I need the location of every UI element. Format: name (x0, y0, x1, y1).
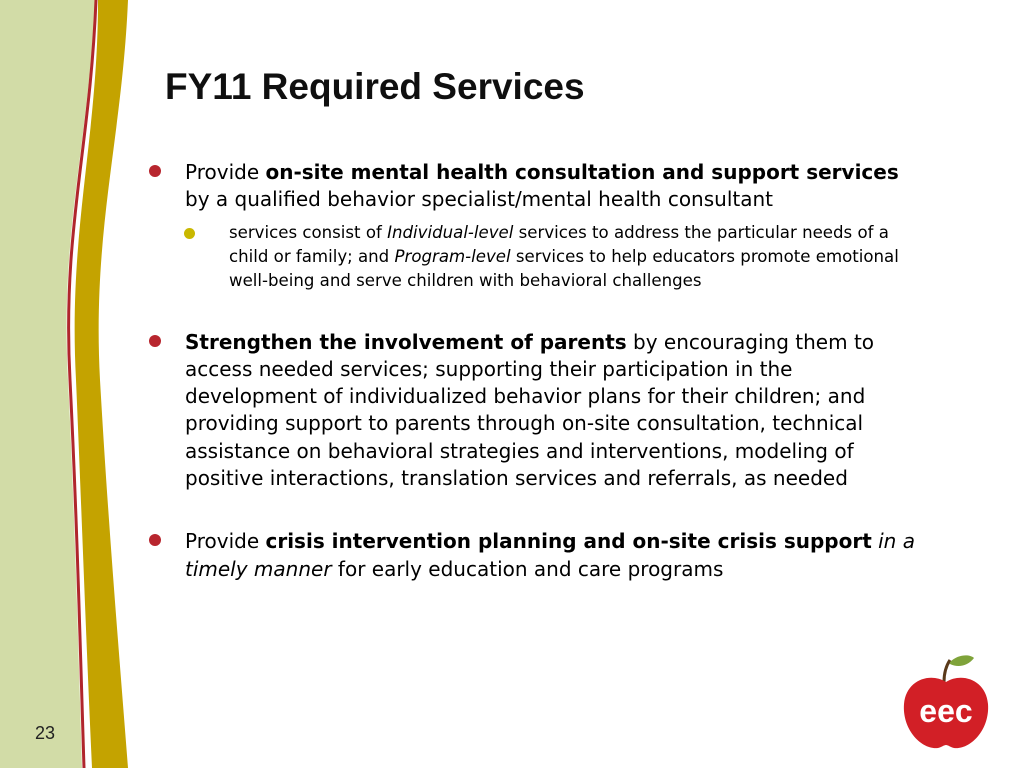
apple-leaf-icon (950, 655, 974, 666)
bullet-text-bold: crisis intervention planning and on-site crisis support (265, 529, 872, 554)
bullet-item-crisis (147, 528, 917, 583)
apple-stem-icon (944, 660, 950, 682)
bullet-dot (149, 165, 161, 177)
bullet-dot (149, 534, 161, 546)
sub-text-a: services consist of (229, 222, 388, 242)
sub-text-individual: Individual-level (387, 222, 514, 242)
page-number: 23 (35, 723, 56, 743)
bullet-item-mental-health (147, 159, 917, 293)
logo-text: eec (919, 693, 973, 729)
bullet-text-bold: on-site mental health consultation and support services (265, 160, 899, 184)
bullet-item-parents (147, 329, 917, 493)
sub-text-e: services to help educators promote emotional well-being and serve children with behavioral challenges (229, 246, 899, 290)
sub-bullet-dot (184, 228, 195, 239)
bullet-text-italic: in a timely manner (185, 529, 915, 581)
sub-text-c: services to address the particular needs of a child or family; and (229, 222, 889, 266)
sub-bullet-item (183, 221, 917, 293)
bullet-text-pre: Provide (185, 529, 266, 554)
bullet-text-bold: Strengthen the involvement of parents (185, 329, 627, 354)
left-decorative-band (0, 0, 140, 768)
eec-logo (900, 652, 992, 752)
sub-text-program: Program-level (394, 246, 511, 266)
bullet-text-post: by encouraging them to access needed services; supporting their participation in the development of individualized behavior plans for their children; and providing support to parents through on-site consultation, technical assistance on behavioral strategies and interventions, modeling of positive interactions, translation services and referrals, as needed (185, 329, 875, 491)
bullet-list (147, 159, 917, 583)
bullet-dot (149, 335, 161, 347)
bullet-text-post: by a qualified behavior specialist/mental health consultant (185, 187, 773, 212)
slide-title: FY11 Required Services (165, 66, 585, 107)
bullet-text-pre: Provide (185, 160, 266, 184)
bullet-text-post: for early education and care programs (331, 556, 724, 581)
